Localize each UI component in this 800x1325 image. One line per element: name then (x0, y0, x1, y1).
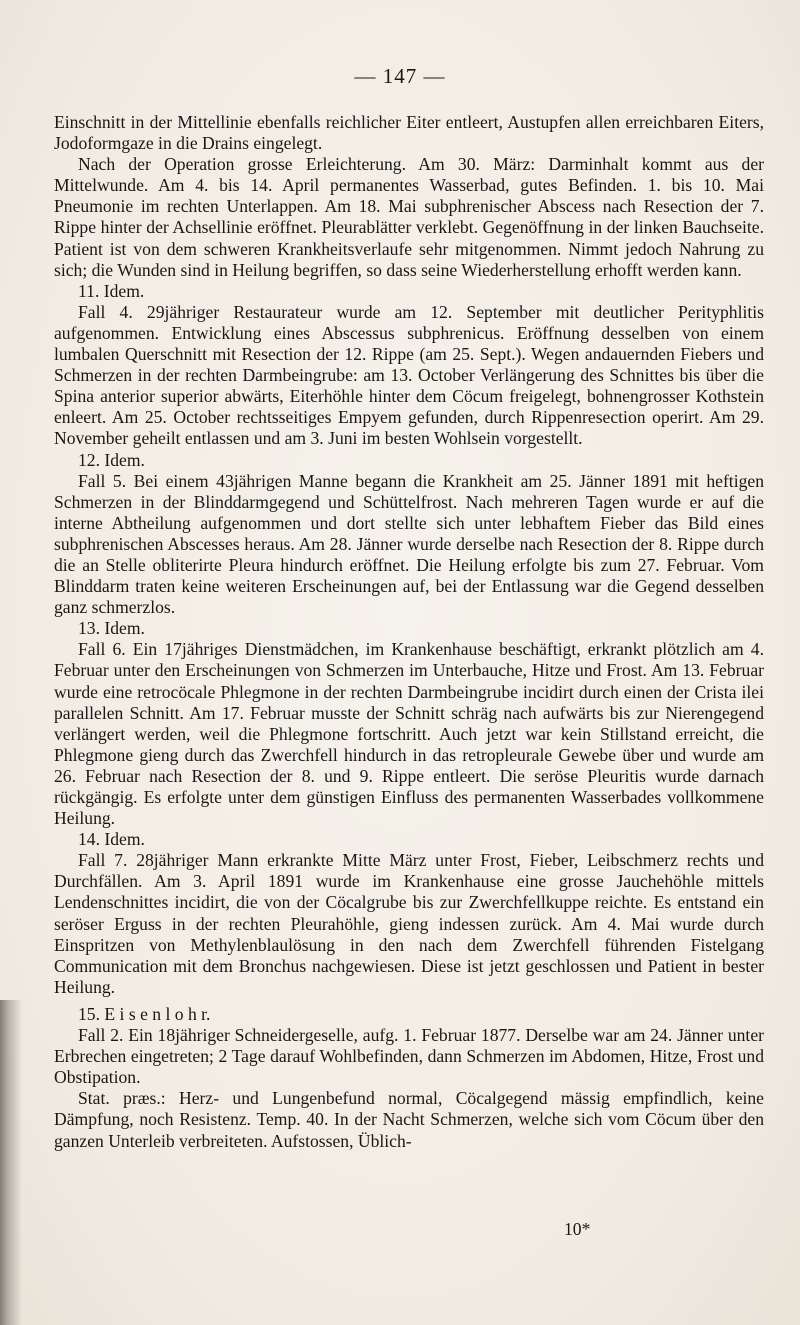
page-number: — 147 — (354, 64, 446, 88)
signature-mark: 10* (564, 1219, 591, 1239)
paragraph-fall-5: Fall 5. Bei einem 43jährigen Manne begann die Krankheit am 25. Jänner 1891 mit heftigen Schmerzen in der Blinddarmgegend und Schüttelfrost. Nach mehreren Tagen wurde er auf die interne Abtheilung aufgenommen und dort stellte sich unter lebhaftem Fieber das Bild eines subphrenischen Abscesses heraus. Am 28. Jänner wurde derselbe nach Resection der 8. Rippe durch die an Stelle obliterirte Pleura hindurch eröffnet. Die Heilung erfolgte bis zum 27. Februar. Vom Blinddarm traten keine weiteren Erscheinungen auf, bei der Entlassung war die Gegend desselben ganz schmerzlos. (54, 470, 764, 618)
page-edge-shadow (0, 1000, 22, 1325)
body-text (54, 112, 764, 1152)
case-heading-12: 12. Idem. (78, 449, 145, 470)
paragraph-fall-2: Fall 2. Ein 18jähriger Schneidergeselle, aufg. 1. Februar 1877. Derselbe war am 24. Jänner unter Erbrechen eingetreten; 2 Tage darauf Wohlbefinden, dann Schmerzen im Abdomen, Hitze, Frost und Obstipation. (54, 1025, 764, 1088)
paragraph-fall-7: Fall 7. 28jähriger Mann erkrankte Mitte März unter Frost, Fieber, Leibschmerz rechts und Durchfällen. Am 3. April 1891 wurde im Krankenhause eine grosse Jauchehöhle mittels Lendenschnittes incidirt, die von der Cöcalgrube bis zur Zwerchfellkuppe reichte. Es entstand ein seröser Erguss in der rechten Pleurahöhle, gieng indessen zurück. Am 4. Mai wurde durch Einspritzen von Methylenblaulösung in den nach dem Zwerchfell führenden Fistelgang Communication mit dem Bronchus nachgewiesen. Diese ist jetzt geschlossen und Patient in bester Heilung. (54, 850, 764, 997)
case-heading-15: 15. E i s e n l o h r. (78, 1003, 211, 1024)
case-heading-14: 14. Idem. (78, 829, 145, 850)
paragraph-continuation: Einschnitt in der Mittellinie ebenfalls reichlicher Eiter entleert, Austupfen allen erreichbaren Eiters, Jodoformgaze in die Drains eingelegt. (54, 112, 764, 154)
paragraph-status-praesens: Stat. præs.: Herz- und Lungenbefund normal, Cöcalgegend mässig empfindlich, keine Dämpfung, noch Resistenz. Temp. 40. In der Nacht Schmerzen, welche sich vom Cöcum über den ganzen Unterleib verbreiteten. Aufstossen, Üblich- (54, 1088, 764, 1151)
case-heading-13: 13. Idem. (78, 618, 145, 639)
paragraph-fall-4: Fall 4. 29jähriger Restaurateur wurde am 12. September mit deutlicher Perityphlitis aufgenommen. Entwicklung eines Abscessus subphrenicus. Eröffnung desselben von einem lumbalen Querschnitt mit Resection der 12. Rippe (am 25. Sept.). Wegen andauernden Fiebers und Schmerzen in der rechten Darmbeingrube: am 13. October Verlängerung des Schnittes bis über die Spina anterior superior abwärts, Eiterhöhle hinter dem Cöcum freigelegt, bohnengrosser Kothstein enleert. Am 25. October rechtsseitiges Empyem gefunden, durch Rippenresection operirt. Am 29. November geheilt entlassen und am 3. Juni im besten Wohlsein vorgestellt. (54, 301, 764, 449)
paragraph-operation-course: Nach der Operation grosse Erleichterung. Am 30. März: Darminhalt kommt aus der Mittelwunde. Am 4. bis 14. April permanentes Wasserbad, gutes Befinden. 1. bis 10. Mai Pneumonie im rechten Unterlappen. Am 18. Mai subphrenischer Abscess nach Resection der 7. Rippe hinter der Achsellinie eröffnet. Pleurablätter verklebt. Gegenöffnung in der linken Bauchseite. Patient ist von dem schweren Krankheitsverlaufe sehr mitgenommen. Nimmt jedoch Nahrung zu sich; die Wunden sind in Heilung begriffen, so dass seine Wiederherstellung erhofft werden kann. (54, 154, 764, 280)
paragraph-fall-6: Fall 6. Ein 17jähriges Dienstmädchen, im Krankenhause beschäftigt, erkrankt plötzlich am 4. Februar unter den Erscheinungen von Schmerzen im Unterbauche, Hitze und Frost. Am 13. Februar wurde eine retrocöcale Phlegmone in der rechten Darmbeingrube incidirt durch einen der Crista ilei parallelen Schnitt. Am 17. Februar musste der Schnitt schräg nach aufwärts bis zur Nierengegend verlängert werden, weil die Phlegmone fortschritt. Auch jetzt war kein Stillstand erreicht, die Phlegmone gieng durch das Zwerchfell hindurch in das retropleurale Gewebe über und wurde am 26. Februar nach Resection der 8. und 9. Rippe entleert. Die seröse Pleuritis wurde darnach rückgängig. Es erfolgte unter dem günstigen Einfluss des permanenten Wasserbades vollkommene Heilung. (54, 639, 764, 829)
case-heading-11: 11. Idem. (78, 280, 145, 301)
